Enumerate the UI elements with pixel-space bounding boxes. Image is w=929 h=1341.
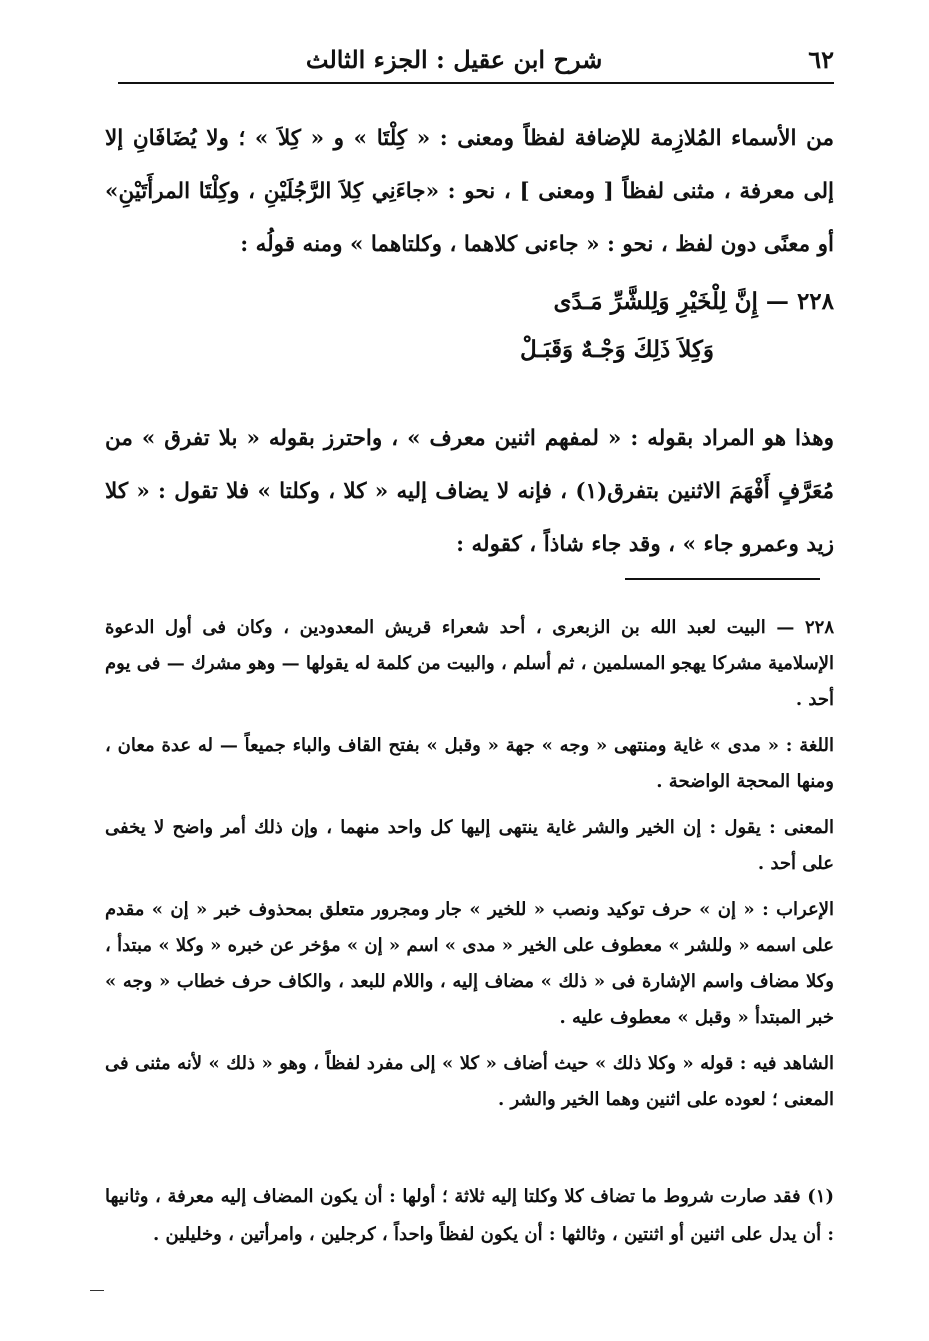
commentary-notes [105,610,834,1128]
verse-228 [150,288,834,378]
note-attribution: ٢٢٨ — البيت لعبد الله بن الزبعرى ، أحد شعراء قريش المعدودين ، وكان فى أول الدعوة الإسلامية مشركا يهجو المسلمين ، ثم أسلم ، والبيت من كلمة له يقولها — وهو مشرك — فى يوم أحد . [105,617,834,710]
margin-mark [90,1290,104,1291]
main-text [105,112,834,271]
verse-line-1: ٢٢٨ — إِنَّ لِلْخَيْرِ وَلِلشَّرِّ مَـدًى [553,288,834,315]
paragraph: من الأسماء المُلازِمة للإضافة لفظاً ومعنى : « كِلْتَا » و « كِلاَ » ؛ ولا يُضَافَانِ إلا إلى معرفة ، مثنى لفظاً [ ومعنى ] ، نحو : «جاءَنِي كِلاَ الرَّجُلَيْنِ ، وكِلْتَا المرأَتَيْنِ» أو معنًى دون لفظ ، نحو : « جاءنى كلاهما ، وكلتاهما » ومنه قولُه : [105,126,834,257]
main-text-2 [105,412,834,571]
note-lugha: اللغة : « مدى » غاية ومنتهى « وجه » جهة « وقبل » بفتح القاف والباء جميعاً — له عدة معان ، ومنها المحجة الواضحة . [105,735,834,792]
footnote-rule [625,578,820,580]
running-head: شرح ابن عقيل : الجزء الثالث [305,44,603,74]
header-rule [118,82,834,84]
note-mana: المعنى : يقول : إن الخير والشر غاية ينتهى إليها كل واحد منهما ، وإن ذلك أمر واضح لا يخفى على أحد . [105,817,834,874]
verse-line-2: وَكِلاَ ذَلِكَ وَجْـهٌ وَقَبَـلْ [519,336,714,363]
note-irab: الإعراب : « إن » حرف توكيد ونصب « للخير » جار ومجرور متعلق بمحذوف خبر « إن » مقدم على اسمه « وللشر » معطوف على الخير « مدى » اسم « إن » مؤخر عن خبره « وكلا » مبتدأ ، وكلا مضاف واسم الإشارة فى « ذلك » مضاف إليه ، واللام للبعد ، والكاف حرف خطاب « وجه » خبر المبتدأ « وقبل » معطوف عليه . [105,899,834,1028]
footnote-1: (١) فقد صارت شروط ما تضاف كلا وكلتا إليه ثلاثة ؛ أولها : أن يكون المضاف إليه معرفة ، وثانيها : أن يدل على اثنين أو اثنتين ، وثالثها : أن يكون لفظاً واحداً ، كرجلين ، وامرأتين ، وخليلين . [105,1186,834,1245]
page-header [100,38,834,80]
page-number: ٦٢ [808,44,834,74]
note-shahid: الشاهد فيه : قوله « وكلا ذلك » حيث أضاف « كلا » إلى مفرد لفظاً ، وهو « ذلك » لأنه مثنى فى المعنى ؛ لعوده على اثنين وهما الخير والشر . [105,1053,834,1110]
paragraph: وهذا هو المراد بقوله : « لمفهم اثنين معرف » ، واحترز بقوله « بلا تفرق » من مُعَرَّفٍ أَفْهَمَ الاثنين بتفرق(١) ، فإنه لا يضاف إليه « كلا ، وكلتا » فلا تقول : « كلا زيد وعمرو جاء » ، وقد جاء شاذاً ، كقوله : [105,426,834,557]
